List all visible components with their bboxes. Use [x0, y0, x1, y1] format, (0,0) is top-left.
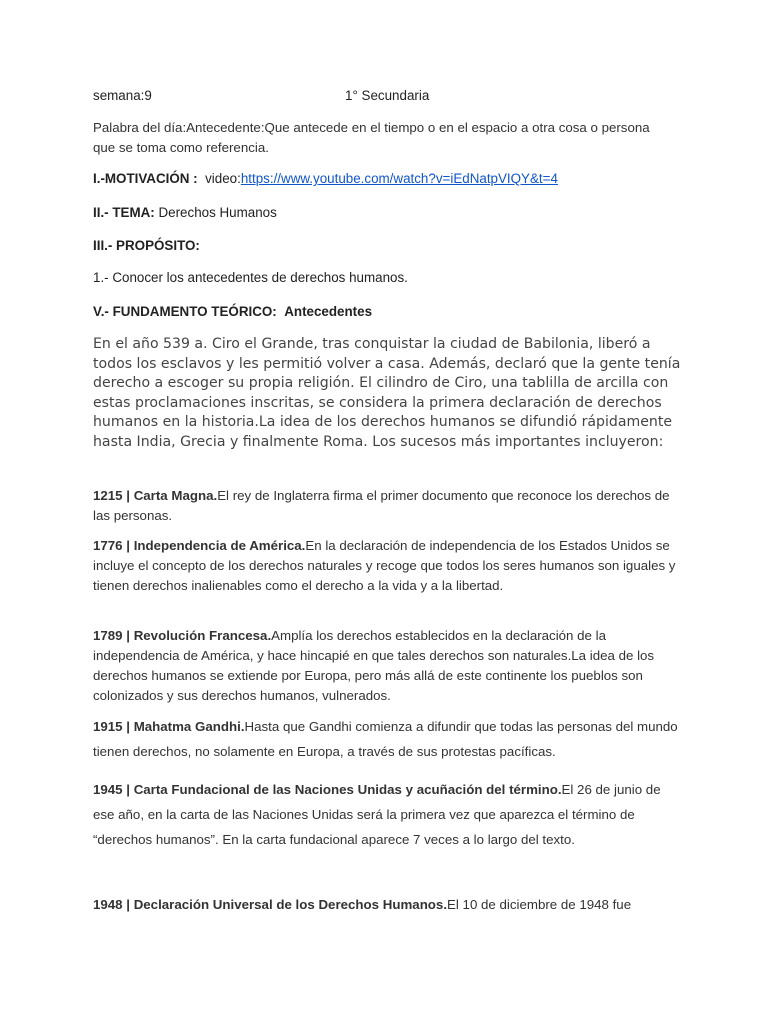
event-text: El 26 de junio de ese año, en la carta de las Naciones Unidas será la primera vez que aparezca el término de “derechos humanos”. En la carta fundacional aparece 7 veces a lo largo del texto. — [93, 782, 661, 847]
event-text: El 10 de diciembre de 1948 fue — [447, 897, 632, 912]
event-text: Amplía los derechos establecidos en la declaración de la independencia de América, y hace hincapié en que tales derechos son naturales.La idea de los derechos humanos se extiende por Europa, pero más allá de este continente los pueblos son colonizados y sus derechos humanos, vulnerados. — [93, 628, 655, 703]
fundamento-label: V.- FUNDAMENTO TEÓRICO: — [93, 304, 277, 319]
fundamento-line — [93, 302, 372, 322]
event-text: Hasta que Gandhi comienza a difundir que todas las personas del mundo tienen derechos, no solamente en Europa, a través de sus protestas pacíficas. — [93, 719, 678, 759]
word-of-day: Palabra del día:Antecedente:Que antecede en el tiempo o en el espacio a otra cosa o persona que se toma como referencia. — [93, 120, 650, 155]
fundamento-value: Antecedentes — [284, 304, 373, 319]
event-title: 1948 | Declaración Universal de los Derechos Humanos. — [93, 897, 448, 912]
event-text: El rey de Inglaterra firma el primer documento que reconoce los derechos de las personas. — [93, 488, 670, 523]
motivation-prefix: video: — [205, 171, 241, 186]
topic-value: Derechos Humanos — [158, 205, 277, 220]
event-title: 1789 | Revolución Francesa. — [93, 628, 272, 643]
topic-line — [93, 203, 277, 223]
event-1948 — [93, 895, 683, 915]
video-link[interactable]: https://www.youtube.com/watch?v=iEdNatpVIQY&t=4 — [240, 171, 558, 186]
event-title: 1945 | Carta Fundacional de las Naciones Unidas y acuñación del término. — [93, 782, 562, 797]
event-1776 — [93, 536, 683, 596]
event-title: 1915 | Mahatma Gandhi. — [93, 719, 245, 734]
intro-paragraph: En el año 539 a. Ciro el Grande, tras conquistar la ciudad de Babilonia, liberó a todos los esclavos y les permitió volver a casa. Además, declaró que la gente tenía derecho a escoger su propia religión. El cilindro de Ciro, una tablilla de arcilla con estas proclamaciones inscritas, se considera la primera declaración de derechos humanos en la historia.La idea de los derechos humanos se difundió rápidamente hasta India, Grecia y finalmente Roma. Los sucesos más importantes incluyeron: — [93, 336, 681, 450]
event-title: 1215 | Carta Magna. — [93, 488, 218, 503]
week-label: semana:9 — [93, 88, 152, 103]
topic-label: II.- TEMA: — [93, 205, 155, 220]
event-1915 — [93, 714, 683, 764]
purpose-label: III.- PROPÓSITO: — [93, 238, 200, 253]
event-1789 — [93, 626, 683, 706]
event-title: 1776 | Independencia de América. — [93, 538, 306, 553]
grade-label: 1° Secundaria — [345, 88, 430, 103]
motivation-label: I.-MOTIVACIÓN : — [93, 171, 198, 186]
purpose-item: 1.- Conocer los antecedentes de derechos humanos. — [93, 270, 408, 285]
event-text: En la declaración de independencia de los Estados Unidos se incluye el concepto de los derechos naturales y recoge que todos los seres humanos son iguales y tienen derechos inalienables como el derecho a la vida y a la libertad. — [93, 538, 676, 593]
event-1945 — [93, 777, 683, 852]
motivation-line — [93, 169, 558, 189]
event-1215 — [93, 486, 683, 526]
